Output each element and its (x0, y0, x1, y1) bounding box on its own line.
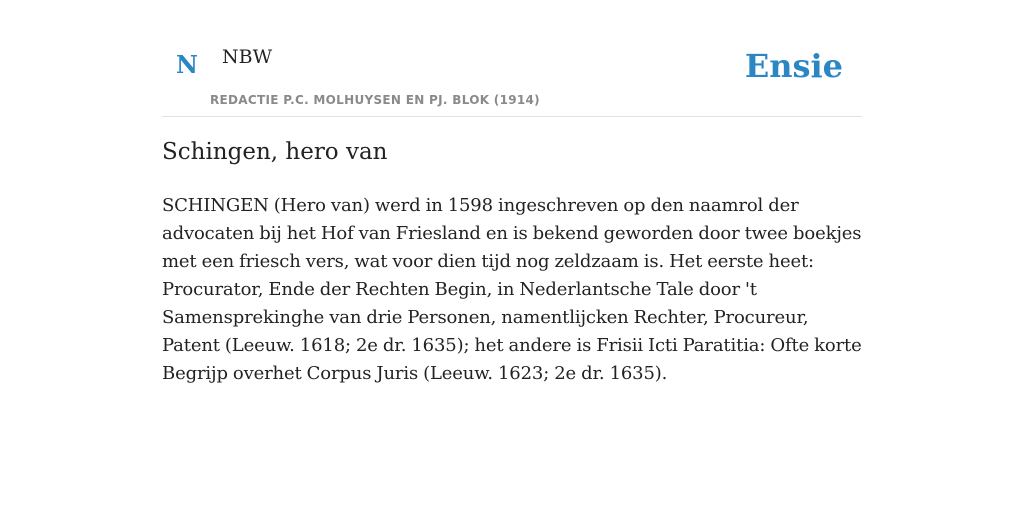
source-name: NBW (222, 46, 273, 68)
source-header (162, 0, 862, 117)
article-body: SCHINGEN (Hero van) werd in 1598 ingeschreven op den naamrol der advocaten bij het Hof van Friesland en is bekend geworden door twee boekjes met een friesch vers, wat voor dien tijd nog zeldzaam is. Het eerste heet: Procurator, Ende der Rechten Begin, in Nederlantsche Tale door 't Samensprekinghe van drie Personen, namentlijcken Rechter, Procureur, Patent (Leeuw. 1618; 2e dr. 1635); het andere is Frisii Icti Paratitia: Ofte korte Begrijp overhet Corpus Juris (Leeuw. 1623; 2e dr. 1635). (162, 195, 862, 384)
source-logo[interactable]: N (176, 50, 198, 79)
brand-logo[interactable]: Ensie (744, 47, 843, 85)
source-editors: REDACTIE P.C. MOLHUYSEN EN PJ. BLOK (1914) (210, 93, 540, 107)
article-title: Schingen, hero van (162, 139, 388, 165)
